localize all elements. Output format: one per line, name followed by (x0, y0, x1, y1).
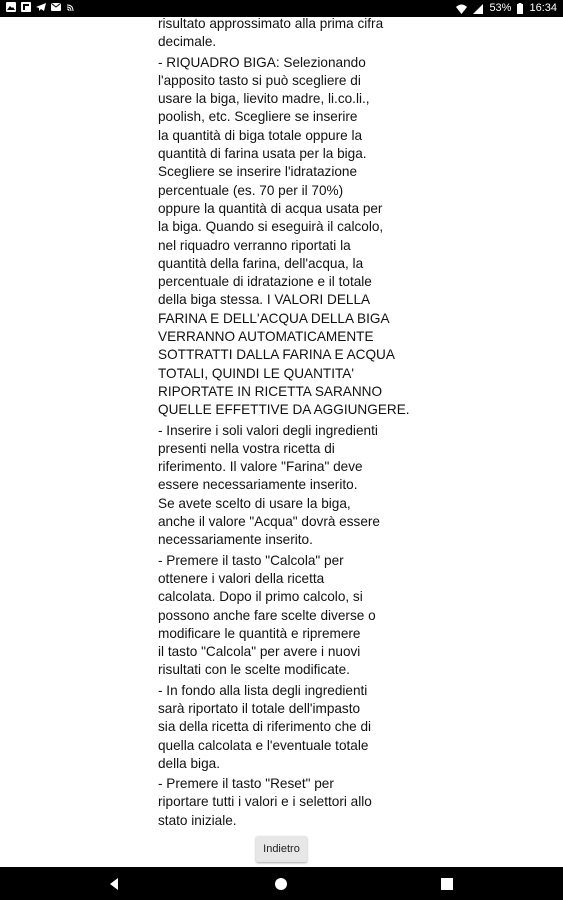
cast-icon (66, 2, 76, 12)
text-line: essere necessariamente inserito. (158, 477, 358, 493)
text-line: nel riquadro verranno riportati la (158, 237, 351, 253)
text-line: la biga. Quando si eseguirà il calcolo, (158, 219, 384, 235)
text-line: QUELLE EFFETTIVE DA AGGIUNGERE. (158, 402, 410, 418)
text-line: anche il valore "Acqua" dovrà essere (158, 514, 380, 530)
text-line: necessariamente inserito. (158, 532, 313, 548)
text-line: calcolata. Dopo il primo calcolo, si (158, 589, 363, 605)
text-line: risultati con le scelte modificate. (158, 662, 350, 678)
text-line: - In fondo alla lista degli ingredienti (158, 682, 368, 698)
recents-nav-icon[interactable] (439, 876, 455, 892)
navigation-bar (0, 867, 563, 900)
signal-icon (473, 4, 483, 14)
text-line: decimale. (158, 34, 217, 50)
text-line: Se avete scelto di usare la biga, (158, 495, 351, 511)
mail-icon (51, 2, 61, 12)
battery-icon (517, 3, 523, 14)
back-button[interactable]: Indietro (256, 836, 307, 862)
instruction-paragraph (158, 54, 418, 420)
text-line: il tasto "Calcola" per avere i nuovi (158, 644, 361, 660)
text-line: usare la biga, lievito madre, li.co.li., (158, 91, 370, 107)
text-line: - Premere il tasto "Calcola" per (158, 552, 344, 568)
text-line: sia della ricetta di riferimento che di (158, 719, 372, 735)
text-line: - RIQUADRO BIGA: Selezionando (158, 54, 366, 70)
instruction-paragraph (158, 682, 418, 773)
text-line: sarà riportato il totale dell'impasto (158, 700, 361, 716)
text-line: riportare tutti i valori e i selettori allo (158, 794, 372, 810)
text-line: percentuale (es. 70 per il 70%) (158, 182, 344, 198)
text-line: quantità della farina, dell'acqua, la (158, 255, 364, 271)
system-status (456, 2, 557, 15)
text-line: VERRANNO AUTOMATICAMENTE (158, 329, 374, 345)
text-line: della biga stessa. I VALORI DELLA (158, 292, 371, 308)
text-line: TOTALI, QUINDI LE QUANTITA' (158, 365, 354, 381)
text-line: RIPORTATE IN RICETTA SARANNO (158, 383, 383, 399)
image-icon (6, 2, 16, 12)
text-line: - Inserire i soli valori degli ingredienti (158, 422, 378, 438)
text-line: quantità di farina usata per la biga. (158, 146, 367, 162)
wifi-icon (456, 4, 467, 14)
text-line: poolish, etc. Scegliere se inserire (158, 109, 358, 125)
text-line: della biga. (158, 755, 220, 771)
text-line: percentuale di idratazione e il totale (158, 274, 372, 290)
home-nav-icon[interactable] (273, 876, 289, 892)
notification-icons (6, 2, 76, 12)
text-line: quella calcolata e l'eventuale totale (158, 737, 369, 753)
text-line: presenti nella vostra ricetta di (158, 440, 335, 456)
text-line: riferimento. Il valore "Farina" deve (158, 459, 363, 475)
text-line: Scegliere se inserire l'idratazione (158, 164, 358, 180)
text-line: oppure la quantità di acqua usata per (158, 200, 383, 216)
instruction-paragraph (158, 775, 418, 830)
text-line: ottenere i valori della ricetta (158, 570, 325, 586)
text-line: - Premere il tasto "Reset" per (158, 776, 334, 792)
text-line: possono anche fare scelte diverse o (158, 607, 376, 623)
text-line: FARINA E DELL'ACQUA DELLA BIGA (158, 310, 390, 326)
text-line: SOTTRATTI DALLA FARINA E ACQUA (158, 347, 395, 363)
instruction-paragraph (158, 552, 418, 680)
text-line: modificare le quantità e ripremere (158, 625, 361, 641)
flipboard-icon (21, 2, 31, 12)
instruction-paragraph (158, 15, 418, 52)
back-nav-icon[interactable] (107, 876, 123, 892)
text-line: stato iniziale. (158, 812, 237, 828)
instruction-paragraph (158, 422, 418, 550)
battery-percentage: 53% (489, 2, 512, 14)
clock: 16:34 (529, 2, 557, 14)
telegram-icon (36, 2, 46, 12)
text-line: l'apposito tasto si può scegliere di (158, 72, 361, 88)
text-line: la quantità di biga totale oppure la (158, 127, 363, 143)
instructions-text (158, 15, 418, 832)
text-line: risultato approssimato alla prima cifra (158, 16, 384, 31)
